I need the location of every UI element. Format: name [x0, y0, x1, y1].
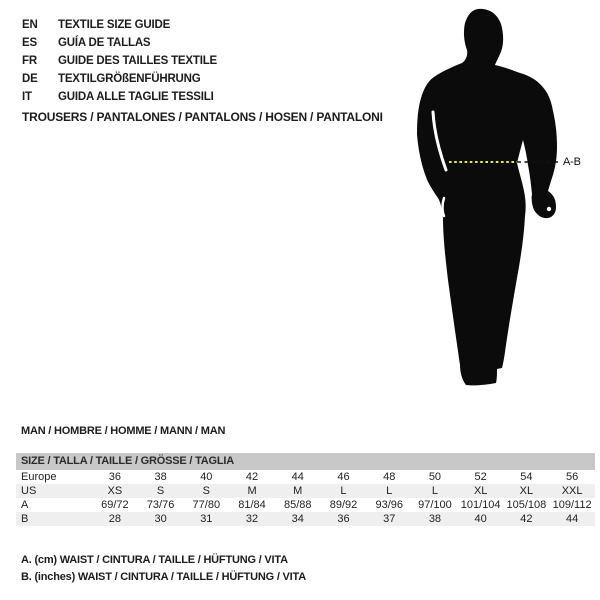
table-cell: 34 — [291, 513, 304, 525]
man-silhouette-path — [417, 9, 557, 386]
fist-notch — [547, 207, 551, 211]
table-cell: 105/108 — [506, 499, 547, 511]
row-label: B — [21, 513, 29, 525]
table-cell: 38 — [154, 471, 167, 483]
table-cell: 42 — [520, 513, 533, 525]
table-cell: S — [202, 485, 210, 497]
table-cell: 109/112 — [552, 499, 592, 511]
table-cell: L — [431, 485, 438, 497]
table-cell: 48 — [383, 471, 396, 483]
table-row-a-cm — [16, 498, 595, 512]
language-title: TEXTILE SIZE GUIDE — [58, 19, 171, 31]
table-cell: 97/100 — [418, 499, 452, 511]
language-title: GUIDA ALLE TAGLIE TESSILI — [58, 91, 214, 103]
table-cell: XXL — [561, 485, 583, 497]
language-code: IT — [22, 91, 32, 103]
table-cell: 50 — [428, 471, 442, 483]
table-cell: M — [247, 485, 257, 497]
language-title: TEXTILGRÖßENFÜHRUNG — [58, 73, 201, 85]
table-cell: L — [386, 485, 393, 497]
table-row-europe — [16, 470, 595, 484]
language-title: GUIDE DES TAILLES TEXTILE — [58, 55, 217, 67]
table-cell: 77/80 — [192, 499, 221, 511]
table-cell: 36 — [337, 513, 350, 525]
note-b: B. (inches) WAIST / CINTURA / TAILLE / HÜFTUNG / VITA — [21, 571, 306, 583]
size-table — [16, 453, 595, 526]
table-cell: 52 — [474, 471, 487, 483]
table-cell: 44 — [291, 471, 304, 483]
section-title: MAN / HOMBRE / HOMME / MANN / MAN — [21, 425, 226, 437]
table-cell: 54 — [520, 471, 533, 483]
table-cell: 40 — [474, 513, 487, 525]
table-cell: 69/72 — [101, 499, 129, 511]
table-cell: 32 — [245, 513, 259, 525]
measure-label: A-B — [563, 156, 581, 168]
language-code: FR — [22, 55, 37, 67]
table-cell: 89/92 — [329, 499, 358, 511]
table-row-us — [16, 484, 595, 498]
row-label: Europe — [21, 471, 57, 483]
table-cell: 44 — [566, 513, 579, 525]
table-cell: 101/104 — [460, 499, 501, 511]
table-cell: 30 — [154, 513, 167, 525]
row-label: US — [21, 485, 37, 497]
table-cell: 46 — [337, 471, 350, 483]
table-cell: XS — [107, 485, 123, 497]
table-cell: 56 — [566, 471, 579, 483]
table-cell: XL — [519, 485, 534, 497]
row-label: A — [21, 499, 29, 511]
language-code: DE — [22, 73, 38, 85]
category-title: TROUSERS / PANTALONES / PANTALONS / HOSEN / PANTALONI — [22, 110, 383, 124]
measurement-notes — [21, 552, 306, 586]
table-header: SIZE / TALLA / TAILLE / GRÖSSE / TAGLIA — [16, 453, 595, 470]
table-row-b-inches — [16, 512, 595, 526]
table-cell: S — [156, 485, 165, 497]
table-cell: 40 — [200, 471, 213, 483]
table-cell: 73/76 — [146, 499, 175, 511]
table-cell: 36 — [108, 471, 121, 483]
table-cell: 81/84 — [238, 499, 266, 511]
table-cell: 85/88 — [284, 499, 312, 511]
note-a: A. (cm) WAIST / CINTURA / TAILLE / HÜFTUNG / VITA — [21, 554, 288, 566]
table-cell: 42 — [245, 471, 259, 483]
language-code: EN — [22, 19, 38, 31]
table-cell: M — [293, 485, 303, 497]
table-cell: 38 — [428, 513, 442, 525]
table-cell: 31 — [200, 513, 213, 525]
language-title: GUÍA DE TALLAS — [58, 37, 151, 49]
table-cell: XL — [473, 485, 488, 497]
table-cell: L — [340, 485, 347, 497]
table-cell: 28 — [108, 513, 121, 525]
language-code: ES — [22, 37, 37, 49]
table-cell: 93/96 — [375, 499, 403, 511]
table-cell: 37 — [383, 513, 396, 525]
